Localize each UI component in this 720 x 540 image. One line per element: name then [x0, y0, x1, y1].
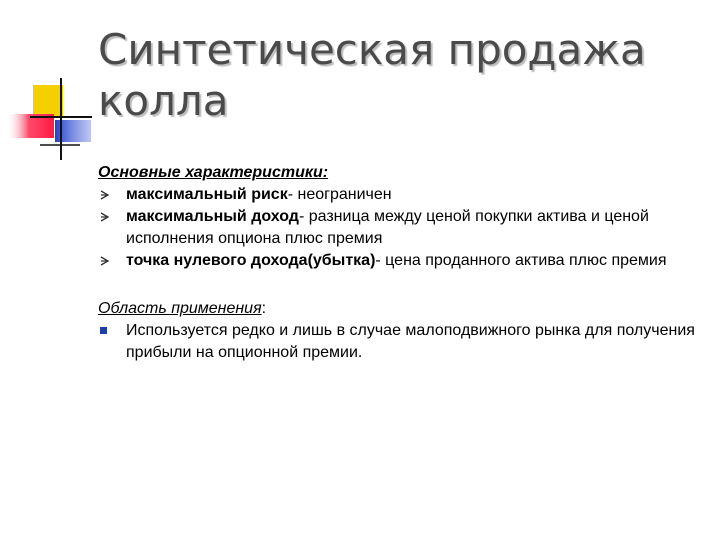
arrow-bullet-icon	[99, 206, 111, 228]
application-heading-suffix: :	[261, 300, 267, 317]
application-heading-text: Область применения	[98, 300, 262, 317]
characteristics-list	[98, 184, 698, 272]
slide-decoration-logo	[0, 0, 110, 170]
application-heading	[98, 298, 698, 320]
max-risk-term: максимальный риск	[126, 186, 288, 203]
application-list	[98, 320, 698, 364]
characteristics-heading: Основные характеристики:	[98, 164, 329, 181]
arrow-bullet-icon	[99, 250, 111, 272]
application-text: Используется редко и лишь в случае малоподвижного рынка для получения прибыли на опционной премии.	[126, 322, 695, 361]
max-income-text: - разница между ценой покупки актива и ценой исполнения опциона плюс премия	[126, 208, 649, 247]
list-item	[98, 250, 698, 272]
list-item	[98, 320, 698, 364]
breakeven-term: точка нулевого дохода(убытка)	[126, 252, 376, 269]
breakeven-text: - цена проданного актива плюс премия	[375, 252, 667, 269]
slide-content	[98, 162, 698, 364]
max-income-term: максимальный доход	[126, 208, 299, 225]
square-bullet-icon	[100, 327, 107, 334]
max-risk-text: - неограничен	[287, 186, 392, 203]
arrow-bullet-icon	[99, 184, 111, 206]
list-item	[98, 184, 698, 206]
slide-title: Синтетическая продажа колла	[98, 25, 646, 125]
list-item	[98, 206, 698, 250]
logo-yellow-square	[33, 85, 63, 118]
